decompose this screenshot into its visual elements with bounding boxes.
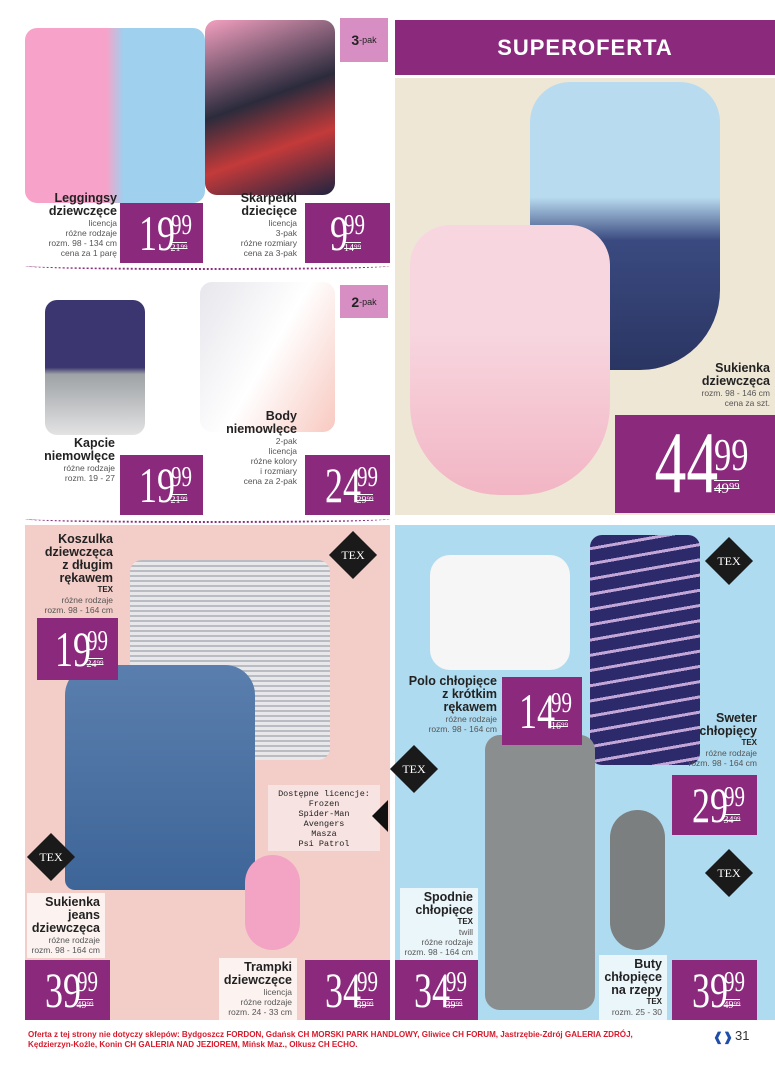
product-name: Skarpetki <box>240 191 297 205</box>
dress-pink-image <box>410 225 610 495</box>
product-name: chłopięce <box>415 903 473 917</box>
price-cents: 99 <box>170 462 192 493</box>
product-name: niemowlęce <box>226 422 297 436</box>
tex-tag: TEX <box>457 917 473 926</box>
license-item: Spider-Man <box>298 809 350 819</box>
product-detail: twill <box>458 927 473 937</box>
product-name: dziewczęce <box>223 973 292 987</box>
product-name: Koszulka <box>58 532 113 546</box>
sneakers-label <box>219 958 297 1020</box>
product-name: Sukienka <box>45 895 100 909</box>
price-main: 19 <box>138 457 175 513</box>
price-main: 34 <box>413 962 450 1018</box>
product-detail: różne rozmiary <box>240 238 297 248</box>
product-detail: i rozmiary <box>260 466 297 476</box>
product-name: jeans <box>68 908 100 922</box>
dress-price-tag <box>615 415 775 513</box>
product-name: z krótkim <box>442 687 497 701</box>
product-name: chłopięcy <box>699 724 757 738</box>
price-main: 24 <box>324 457 361 513</box>
badge-unit: -pak <box>359 296 377 307</box>
old-price: 34⁹⁹ <box>723 815 741 826</box>
old-price: 49⁹⁹ <box>76 1000 94 1011</box>
wavy-divider <box>25 262 390 270</box>
bodysuit-label <box>226 410 297 486</box>
product-detail: rozm. 98 - 164 cm <box>688 758 757 768</box>
sneakers-image <box>245 855 300 950</box>
socks-image <box>205 20 335 195</box>
sweater-image <box>590 535 700 765</box>
price-main: 34 <box>324 962 361 1018</box>
tex-label: TEX <box>717 865 741 880</box>
price-main: 29 <box>691 777 728 833</box>
product-detail: różne rodzaje <box>240 997 292 1007</box>
badge-unit: -pak <box>359 35 377 45</box>
product-detail: różne rodzaje <box>421 937 473 947</box>
price-cents: 99 <box>714 428 749 480</box>
product-detail: cena za 2-pak <box>243 476 297 486</box>
old-price: 14⁹⁹ <box>344 243 361 254</box>
bodysuit-price-tag <box>305 455 390 515</box>
product-name: z długim <box>62 558 113 572</box>
price-main: 14 <box>519 683 555 739</box>
tex-label: TEX <box>341 547 365 562</box>
tex-badge <box>329 531 377 579</box>
product-detail: różne rodzaje <box>65 228 117 238</box>
old-price: 16⁹⁹ <box>551 721 568 732</box>
product-name: dziewczęca <box>31 921 100 935</box>
shirt-label <box>45 533 114 615</box>
product-detail: rozm. 98 - 146 cm <box>701 388 770 398</box>
tex-badge <box>705 537 753 585</box>
old-price: 21⁹⁹ <box>170 495 188 506</box>
product-detail: rozm. 24 - 33 cm <box>228 1007 292 1017</box>
product-detail: 2-pak <box>275 436 297 446</box>
price-main: 39 <box>44 962 81 1018</box>
price-cents: 99 <box>356 462 378 493</box>
trousers-label <box>400 888 479 960</box>
price-cents: 99 <box>445 967 467 998</box>
product-name: dziewczęca <box>44 545 113 559</box>
three-pack-badge <box>340 18 388 62</box>
tex-tag: TEX <box>646 997 662 1006</box>
old-price: 49⁹⁹ <box>723 1000 741 1011</box>
polo-image <box>430 555 570 670</box>
badge-number: 2 <box>351 293 360 310</box>
tex-label: TEX <box>717 553 741 568</box>
price-main: 19 <box>138 205 175 261</box>
product-detail: licencja <box>268 218 297 228</box>
slippers-label <box>44 437 115 483</box>
tex-tag: TEX <box>741 738 757 747</box>
license-item: Frozen <box>308 799 340 809</box>
tex-badge <box>390 745 438 793</box>
license-item: Psi Patrol <box>298 839 350 849</box>
product-detail: różne kolory <box>250 456 297 466</box>
product-name: Sukienka <box>715 361 770 375</box>
tex-badge <box>27 833 75 881</box>
price-cents: 99 <box>551 688 572 719</box>
product-name: Sweter <box>716 711 757 725</box>
jeans-dress-price-tag <box>25 960 110 1020</box>
badge-number: 3 <box>351 32 360 48</box>
shoes-price-tag <box>672 960 757 1020</box>
product-detail: rozm. 98 - 164 cm <box>404 947 473 957</box>
product-name: Spodnie <box>423 890 473 904</box>
price-cents: 99 <box>344 210 365 241</box>
product-name: niemowlęce <box>44 449 115 463</box>
price-main: 19 <box>54 621 91 677</box>
product-detail: rozm. 98 - 134 cm <box>48 238 117 248</box>
trousers-image <box>485 735 595 1010</box>
shoes-label <box>599 955 667 1020</box>
price-cents: 99 <box>356 967 378 998</box>
jeans-dress-image <box>65 665 255 890</box>
product-name: dziecięce <box>241 204 297 218</box>
price-main: 44 <box>654 415 718 512</box>
old-price: 39⁹⁹ <box>356 1000 374 1011</box>
licenses-title: Dostępne licencje: <box>278 789 370 799</box>
license-item: Masza <box>311 829 337 839</box>
page-number: 31 <box>735 1028 750 1043</box>
tex-badge <box>705 849 753 897</box>
slippers-price-tag <box>120 455 203 515</box>
price-cents: 99 <box>723 782 745 813</box>
price-cents: 99 <box>170 210 192 241</box>
product-detail: rozm. 98 - 164 cm <box>31 945 100 955</box>
old-price: 49⁹⁹ <box>714 480 740 497</box>
product-detail: rozm. 19 - 27 <box>64 473 115 483</box>
old-price: 29⁹⁹ <box>356 495 374 506</box>
product-detail: różne rodzaje <box>63 463 115 473</box>
sneakers-price-tag <box>305 960 390 1020</box>
product-name: Polo chłopięce <box>408 674 497 688</box>
socks-label <box>241 192 297 258</box>
sweater-price-tag <box>672 775 757 835</box>
dress-label <box>702 362 771 408</box>
leggings-price-tag <box>120 203 203 263</box>
carrefour-logo-icon: ❰❱ <box>713 1030 734 1044</box>
leggings-label <box>49 192 118 258</box>
price-main: 39 <box>691 962 728 1018</box>
product-detail: cena za 3-pak <box>243 248 297 258</box>
footer-disclaimer: Oferta z tej strony nie dotyczy sklepów: Bydgoszcz FORDON, Gdańsk CH MORSKI PARK HANDLOWY, Gliwice CH FORUM, Jastrzębie-Zdrój GALERIA ZDRÓJ, Kędzierzyn-Koźle, Konin CH GALERIA NAD JEZIOREM, Mińsk Maz., Olkusz CH ECHO. <box>28 1029 633 1049</box>
polo-price-tag <box>502 677 582 745</box>
price-cents: 99 <box>76 967 98 998</box>
product-name: Body <box>265 409 297 423</box>
product-name: dziewczęce <box>48 204 117 218</box>
two-pack-badge <box>340 285 388 318</box>
licenses-box <box>268 785 380 851</box>
license-item: Avengers <box>303 819 345 829</box>
old-price: 39⁹⁹ <box>445 1000 463 1011</box>
product-detail: licencja <box>268 446 297 456</box>
product-name: na rzepy <box>611 983 662 997</box>
shoes-image <box>610 810 665 950</box>
product-name: Leggingsy <box>54 191 117 205</box>
tex-tag: TEX <box>97 585 113 594</box>
product-name: Trampki <box>244 960 292 974</box>
polo-label <box>409 675 497 734</box>
product-name: chłopięce <box>604 970 662 984</box>
trousers-price-tag <box>395 960 478 1020</box>
old-price: 21⁹⁹ <box>170 243 188 254</box>
tex-label: TEX <box>39 849 63 864</box>
price-main: 9 <box>330 205 348 261</box>
product-detail: różne rodzaje <box>61 595 113 605</box>
product-name: dziewczęca <box>701 374 770 388</box>
product-detail: licencja <box>263 987 292 997</box>
product-detail: 3-pak <box>275 228 297 238</box>
price-cents: 99 <box>86 626 108 657</box>
product-detail: cena za 1 parę <box>60 248 117 258</box>
product-name: rękawem <box>59 571 113 585</box>
product-detail: cena za szt. <box>724 398 770 408</box>
price-cents: 99 <box>723 967 745 998</box>
product-detail: rozm. 98 - 164 cm <box>44 605 113 615</box>
wavy-divider <box>25 515 390 523</box>
old-price: 24⁹⁹ <box>86 659 104 670</box>
product-detail: rozm. 25 - 30 <box>611 1007 662 1017</box>
product-detail: rozm. 98 - 164 cm <box>428 724 497 734</box>
pointer-triangle-icon <box>372 800 388 832</box>
product-detail: licencja <box>88 218 117 228</box>
leggings-image <box>25 28 205 203</box>
product-detail: różne rodzaje <box>705 748 757 758</box>
sweater-label <box>689 712 758 768</box>
product-detail: różne rodzaje <box>445 714 497 724</box>
slippers-image <box>45 300 145 435</box>
product-name: Kapcie <box>74 436 115 450</box>
superoferta-header: SUPEROFERTA <box>395 20 775 75</box>
product-detail: różne rodzaje <box>48 935 100 945</box>
shirt-price-tag <box>37 618 118 680</box>
jeans-dress-label <box>27 893 106 958</box>
tex-label: TEX <box>402 761 426 776</box>
socks-price-tag <box>305 203 390 263</box>
product-name: Buty <box>634 957 662 971</box>
product-name: rękawem <box>443 700 497 714</box>
